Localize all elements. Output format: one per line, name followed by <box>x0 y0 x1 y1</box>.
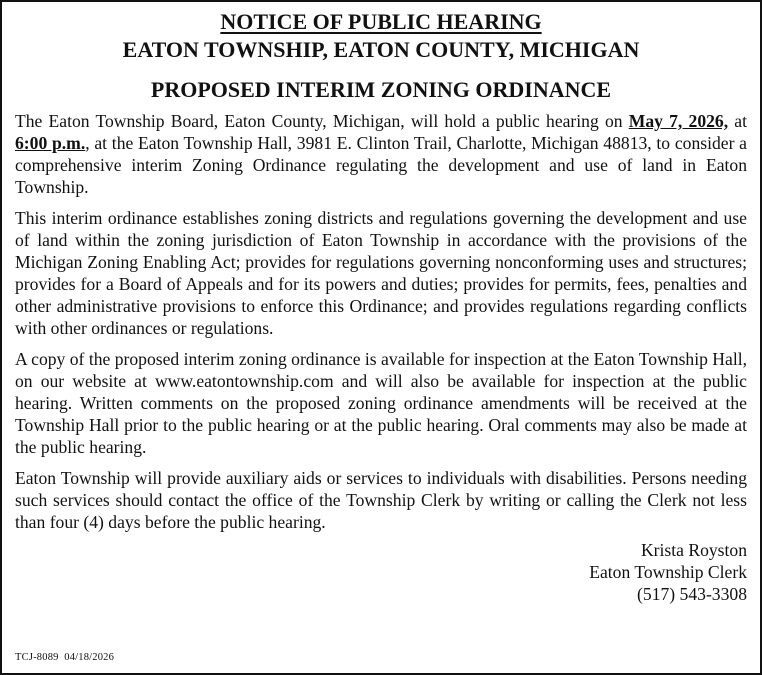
signature-block <box>15 539 747 605</box>
clerk-name: Krista Royston <box>640 540 747 560</box>
notice-subject: PROPOSED INTERIM ZONING ORDINANCE <box>150 77 612 102</box>
publication-code: TCJ-8089 04/18/2026 <box>15 652 115 663</box>
paragraph-hearing-details <box>15 110 747 198</box>
paragraph-inspection-info: A copy of the proposed interim zoning ordinance is available for inspection at the Eaton Township Hall, on our website at www.eatontownship.com and will also be available for inspection at the public hearing. Written comments on the proposed zoning ordinance amendments will be received at the Township Hall prior to the public hearing or at the public hearing. Oral comments may also be made at the public hearing. <box>15 349 747 457</box>
hearing-time: 6:00 p.m. <box>15 133 86 153</box>
hearing-date: May 7, 2026, <box>628 111 729 131</box>
paragraph-ordinance-description: This interim ordinance establishes zoning districts and regulations governing the development and use of land within the zoning jurisdiction of Eaton Township in accordance with the provisions of the Michigan Zoning Enabling Act; provides for regulations governing nonconforming uses and structures; provides for a Board of Appeals and for its powers and duties; provides for permits, fees, penalties and other administrative provisions to enforce this Ordinance; and provides regulations regarding conflicts with other ordinances or regulations. <box>15 208 747 338</box>
paragraph-accessibility: Eaton Township will provide auxiliary aids or services to individuals with disabilities. Persons needing such services should contact the office of the Township Clerk by writing or calling the Clerk not less than four (4) days before the public hearing. <box>15 468 747 532</box>
notice-title: NOTICE OF PUBLIC HEARING <box>220 9 542 34</box>
hearing-intro: The Eaton Township Board, Eaton County, Michigan, will hold a public hearing on <box>15 111 629 131</box>
clerk-phone: (517) 543-3308 <box>637 584 747 604</box>
clerk-position: Eaton Township Clerk <box>589 562 747 582</box>
hearing-at: at <box>728 111 747 131</box>
notice-location: EATON TOWNSHIP, EATON COUNTY, MICHIGAN <box>122 37 640 62</box>
hearing-rest: , at the Eaton Township Hall, 3981 E. Clinton Trail, Charlotte, Michigan 48813, to consider a comprehensive interim Zoning Ordinance regulating the development and use of land in Eaton Township. <box>15 133 747 197</box>
